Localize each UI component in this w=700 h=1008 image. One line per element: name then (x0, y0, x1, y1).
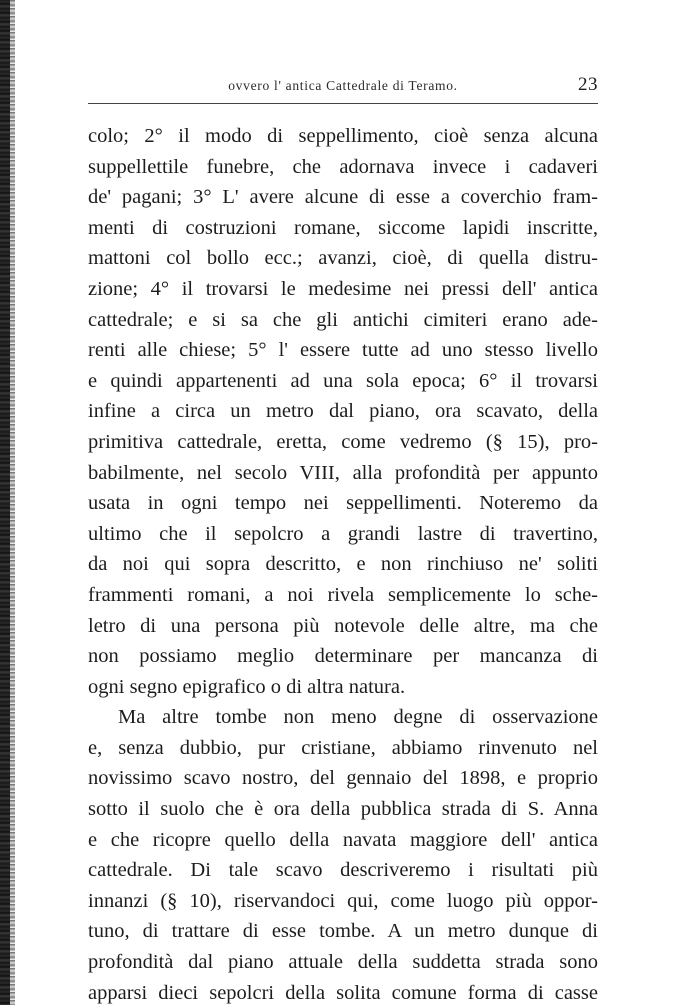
text-line: e che ricopre quello della navata maggiore dell' antica (88, 828, 598, 851)
text-line: zione; 4° il trovarsi le medesime nei pressi dell' antica (88, 277, 598, 300)
running-title: ovvero l' antica Cattedrale di Teramo. (228, 78, 458, 93)
text-line: renti alle chiese; 5° l' essere tutte ad uno stesso livello (88, 339, 598, 362)
paragraph-end-line: ogni segno epigrafico o di altra natura. (88, 675, 406, 698)
text-line: usata in ogni tempo nei seppellimenti. Noteremo da (88, 492, 598, 515)
running-header (88, 74, 598, 98)
text-line: novissimo scavo nostro, del gennaio del 1898, e proprio (88, 767, 598, 790)
text-line: sotto il suolo che è ora della pubblica strada di S. Anna (88, 798, 598, 821)
text-line: colo; 2° il modo di seppellimento, cioè senza alcuna (88, 125, 598, 147)
text-line: cattedrale. Di tale scavo descriveremo i risultati più (88, 859, 598, 882)
text-line: babilmente, nel secolo VIII, alla profondità per appunto (88, 461, 598, 484)
text-line: suppellettile funebre, che adornava invece i cadaveri (88, 155, 598, 178)
book-binding-edge (0, 0, 10, 1005)
header-rule (88, 103, 598, 104)
text-line: letro di una persona più notevole delle altre, ma che (88, 614, 598, 637)
text-line: menti di costruzioni romane, siccome lapidi inscritte, (88, 216, 598, 239)
text-line: da noi qui sopra descritto, e non rinchiuso ne' soliti (88, 553, 598, 576)
paragraph-start-line: Ma altre tombe non meno degne di osservazione (118, 706, 598, 729)
text-line: infine a circa un metro dal piano, ora scavato, della (88, 400, 598, 423)
text-line: non possiamo meglio determinare per mancanza di (88, 645, 598, 668)
text-line: profondità dal piano attuale della suddetta strada sono (88, 951, 598, 974)
text-line: primitiva cattedrale, eretta, come vedremo (§ 15), pro- (88, 430, 598, 453)
page-number: 23 (578, 74, 598, 95)
text-line: e quindi appartenenti ad una sola epoca; 6° il trovarsi (88, 369, 598, 392)
text-line: ultimo che il sepolcro a grandi lastre di travertino, (88, 522, 598, 545)
text-line: innanzi (§ 10), riservandoci qui, come luogo più oppor- (88, 889, 598, 912)
text-line: e, senza dubbio, pur cristiane, abbiamo rinvenuto nel (88, 736, 598, 759)
text-line: frammenti romani, a noi rivela semplicemente lo sche- (88, 583, 598, 606)
text-line: cattedrale; e si sa che gli antichi cimiteri erano ade- (88, 308, 598, 331)
text-line: de' pagani; 3° L' avere alcune di esse a coverchio fram- (88, 186, 598, 209)
text-line: mattoni col bollo ecc.; avanzi, cioè, di quella distru- (88, 247, 598, 270)
body-text (88, 121, 598, 1008)
text-line: apparsi dieci sepolcri della solita comune forma di casse (88, 981, 598, 1004)
text-line: tuno, di trattare di esse tombe. A un metro dunque di (88, 920, 598, 943)
